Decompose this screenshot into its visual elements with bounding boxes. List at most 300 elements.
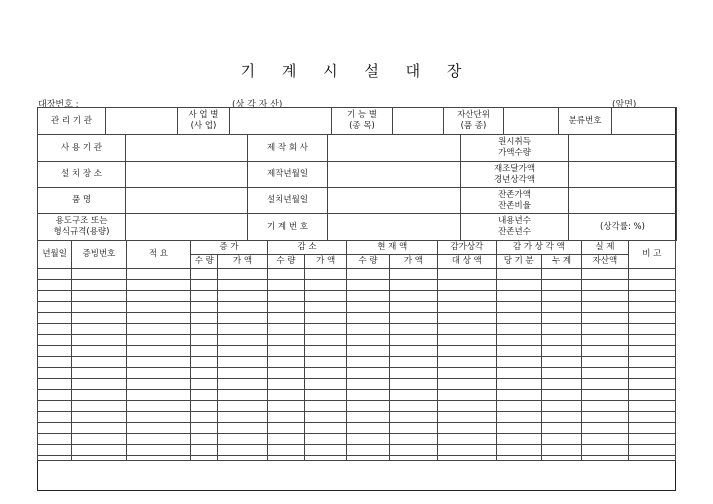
table-cell[interactable] (628, 434, 675, 445)
table-cell[interactable] (38, 423, 72, 434)
table-cell[interactable] (218, 456, 267, 461)
table-cell[interactable] (541, 346, 581, 357)
table-cell[interactable] (267, 445, 304, 456)
class-no-value-cell[interactable] (612, 108, 677, 135)
table-cell[interactable] (582, 324, 628, 335)
table-cell[interactable] (267, 401, 304, 412)
table-cell[interactable] (218, 423, 267, 434)
table-cell[interactable] (126, 324, 191, 335)
table-cell[interactable] (38, 412, 72, 423)
table-cell[interactable] (218, 280, 267, 291)
table-cell[interactable] (191, 313, 218, 324)
table-cell[interactable] (541, 291, 581, 302)
table-cell[interactable] (305, 379, 347, 390)
residual-value-value[interactable] (569, 188, 677, 214)
table-cell[interactable] (191, 379, 218, 390)
table-cell[interactable] (389, 346, 437, 357)
table-cell[interactable] (72, 401, 126, 412)
table-cell[interactable] (496, 280, 541, 291)
org-value-cell[interactable] (106, 108, 178, 135)
table-cell[interactable] (347, 335, 389, 346)
table-cell[interactable] (191, 423, 218, 434)
table-cell[interactable] (541, 379, 581, 390)
table-cell[interactable] (389, 269, 437, 280)
depreciation-rate-cell[interactable]: (상각률: %) (569, 214, 677, 241)
table-cell[interactable] (218, 390, 267, 401)
table-cell[interactable] (496, 434, 541, 445)
table-cell[interactable] (305, 291, 347, 302)
table-cell[interactable] (305, 280, 347, 291)
table-cell[interactable] (347, 423, 389, 434)
table-cell[interactable] (305, 357, 347, 368)
table-cell[interactable] (347, 368, 389, 379)
table-cell[interactable] (38, 357, 72, 368)
table-cell[interactable] (628, 335, 675, 346)
table-cell[interactable] (628, 401, 675, 412)
table-cell[interactable] (72, 269, 126, 280)
table-cell[interactable] (38, 280, 72, 291)
table-cell[interactable] (38, 291, 72, 302)
table-cell[interactable] (347, 324, 389, 335)
table-cell[interactable] (582, 412, 628, 423)
table-cell[interactable] (389, 434, 437, 445)
table-cell[interactable] (438, 269, 496, 280)
table-cell[interactable] (582, 302, 628, 313)
table-cell[interactable] (582, 423, 628, 434)
manufacture-date-value[interactable] (328, 162, 461, 188)
table-cell[interactable] (389, 456, 437, 461)
table-cell[interactable] (628, 423, 675, 434)
replacement-cost-value[interactable] (569, 162, 677, 188)
table-cell[interactable] (496, 390, 541, 401)
table-cell[interactable] (347, 291, 389, 302)
table-cell[interactable] (438, 302, 496, 313)
item-name-label: 품 명 (38, 188, 126, 214)
table-cell[interactable] (218, 412, 267, 423)
table-cell[interactable] (438, 401, 496, 412)
table-cell[interactable] (582, 335, 628, 346)
table-cell[interactable] (126, 390, 191, 401)
table-cell[interactable] (389, 412, 437, 423)
table-cell[interactable] (541, 390, 581, 401)
table-cell[interactable] (496, 368, 541, 379)
table-cell[interactable] (438, 291, 496, 302)
table-cell[interactable] (628, 324, 675, 335)
table-cell[interactable] (582, 445, 628, 456)
col-increase-qty: 수 량 (191, 255, 218, 269)
table-cell[interactable] (191, 401, 218, 412)
table-cell[interactable] (191, 412, 218, 423)
table-cell[interactable] (628, 412, 675, 423)
table-cell[interactable] (305, 412, 347, 423)
table-cell[interactable] (267, 313, 304, 324)
table-cell[interactable] (38, 324, 72, 335)
table-cell[interactable] (191, 456, 218, 461)
table-cell[interactable] (347, 412, 389, 423)
spec-value[interactable] (126, 214, 248, 241)
table-cell[interactable] (126, 456, 191, 461)
table-row (38, 368, 676, 379)
table-cell[interactable] (541, 445, 581, 456)
table-cell[interactable] (628, 445, 675, 456)
table-cell[interactable] (72, 346, 126, 357)
table-cell[interactable] (628, 346, 675, 357)
table-cell[interactable] (38, 379, 72, 390)
table-cell[interactable] (438, 324, 496, 335)
table-cell[interactable] (582, 280, 628, 291)
table-cell[interactable] (438, 434, 496, 445)
function-value-cell[interactable] (393, 108, 444, 135)
table-cell[interactable] (38, 456, 72, 461)
table-cell[interactable] (496, 456, 541, 461)
table-cell[interactable] (347, 434, 389, 445)
table-cell[interactable] (126, 445, 191, 456)
table-cell[interactable] (72, 280, 126, 291)
table-cell[interactable] (38, 346, 72, 357)
table-cell[interactable] (218, 346, 267, 357)
table-cell[interactable] (267, 346, 304, 357)
page-side-label: (앞면) (612, 100, 637, 110)
table-cell[interactable] (218, 434, 267, 445)
table-cell[interactable] (582, 313, 628, 324)
table-cell[interactable] (347, 346, 389, 357)
table-cell[interactable] (267, 456, 304, 461)
table-cell[interactable] (267, 269, 304, 280)
table-cell[interactable] (582, 291, 628, 302)
col-current-qty: 수 량 (347, 255, 389, 269)
table-cell[interactable] (438, 379, 496, 390)
item-name-value[interactable] (126, 188, 248, 214)
table-cell[interactable] (541, 434, 581, 445)
table-cell[interactable] (541, 335, 581, 346)
table-cell[interactable] (126, 401, 191, 412)
table-cell[interactable] (628, 313, 675, 324)
table-cell[interactable] (582, 456, 628, 461)
machine-no-value[interactable] (328, 214, 461, 241)
table-row (38, 269, 676, 280)
table-cell[interactable] (496, 401, 541, 412)
table-cell[interactable] (126, 368, 191, 379)
table-cell[interactable] (191, 346, 218, 357)
table-cell[interactable] (305, 324, 347, 335)
spec-label: 용도구조 또는 형식규격(용량) (38, 214, 126, 241)
table-cell[interactable] (347, 357, 389, 368)
table-cell[interactable] (305, 269, 347, 280)
table-cell[interactable] (496, 412, 541, 423)
table-cell[interactable] (438, 390, 496, 401)
table-cell[interactable] (389, 280, 437, 291)
table-cell[interactable] (628, 302, 675, 313)
table-cell[interactable] (582, 357, 628, 368)
table-cell[interactable] (541, 302, 581, 313)
table-cell[interactable] (438, 445, 496, 456)
table-cell[interactable] (628, 280, 675, 291)
table-cell[interactable] (389, 324, 437, 335)
col-current: 현 재 액 (347, 241, 438, 255)
table-cell[interactable] (38, 313, 72, 324)
business-type-value-cell[interactable] (230, 108, 332, 135)
table-cell[interactable] (191, 445, 218, 456)
table-cell[interactable] (628, 357, 675, 368)
table-cell[interactable] (267, 390, 304, 401)
table-cell[interactable] (267, 357, 304, 368)
table-cell[interactable] (438, 280, 496, 291)
table-cell[interactable] (38, 434, 72, 445)
table-cell[interactable] (126, 434, 191, 445)
table-cell[interactable] (267, 280, 304, 291)
table-cell[interactable] (126, 335, 191, 346)
table-cell[interactable] (72, 423, 126, 434)
table-row (38, 412, 676, 423)
col-summary: 적 요 (126, 241, 191, 269)
table-cell[interactable] (305, 313, 347, 324)
table-cell[interactable] (347, 313, 389, 324)
table-cell[interactable] (126, 423, 191, 434)
table-cell[interactable] (72, 335, 126, 346)
table-cell[interactable] (389, 379, 437, 390)
table-cell[interactable] (38, 368, 72, 379)
asset-unit-value-cell[interactable] (504, 108, 559, 135)
table-cell[interactable] (541, 401, 581, 412)
table-cell[interactable] (267, 379, 304, 390)
table-cell[interactable] (126, 346, 191, 357)
col-date: 년월일 (38, 241, 72, 269)
table-cell[interactable] (305, 445, 347, 456)
table-cell[interactable] (305, 423, 347, 434)
table-cell[interactable] (218, 445, 267, 456)
table-cell[interactable] (628, 456, 675, 461)
table-cell[interactable] (218, 357, 267, 368)
table-cell[interactable] (267, 324, 304, 335)
table-cell[interactable] (347, 390, 389, 401)
table-row (38, 335, 676, 346)
table-cell[interactable] (582, 401, 628, 412)
ledger-number-label: 대장번호 : (38, 100, 79, 110)
table-cell[interactable] (126, 313, 191, 324)
table-cell[interactable] (218, 368, 267, 379)
col-decrease-amount: 가 액 (305, 255, 347, 269)
table-cell[interactable] (496, 302, 541, 313)
business-type-label: 사 업 별 (사 업) (178, 108, 230, 135)
table-cell[interactable] (541, 456, 581, 461)
table-row (38, 324, 676, 335)
table-cell[interactable] (438, 456, 496, 461)
table-cell[interactable] (305, 434, 347, 445)
table-cell[interactable] (72, 456, 126, 461)
table-cell[interactable] (72, 291, 126, 302)
acquisition-label: 원시취득 가액수량 (461, 135, 569, 162)
table-cell[interactable] (72, 379, 126, 390)
col-current-amount: 가 액 (389, 255, 437, 269)
table-cell[interactable] (126, 269, 191, 280)
table-cell[interactable] (496, 445, 541, 456)
table-cell[interactable] (191, 357, 218, 368)
table-cell[interactable] (126, 412, 191, 423)
table-cell[interactable] (305, 368, 347, 379)
table-cell[interactable] (389, 423, 437, 434)
table-cell[interactable] (191, 269, 218, 280)
table-cell[interactable] (72, 324, 126, 335)
table-cell[interactable] (305, 390, 347, 401)
machine-no-label: 기 계 번 호 (248, 214, 328, 241)
table-cell[interactable] (438, 346, 496, 357)
table-cell[interactable] (191, 434, 218, 445)
table-cell[interactable] (541, 368, 581, 379)
table-cell[interactable] (267, 434, 304, 445)
table-cell[interactable] (628, 269, 675, 280)
acquisition-value[interactable] (569, 135, 677, 162)
table-cell[interactable] (389, 291, 437, 302)
table-cell[interactable] (541, 324, 581, 335)
table-cell[interactable] (72, 412, 126, 423)
table-cell[interactable] (267, 423, 304, 434)
table-cell[interactable] (628, 368, 675, 379)
table-cell[interactable] (38, 401, 72, 412)
table-cell[interactable] (438, 335, 496, 346)
table-cell[interactable] (389, 335, 437, 346)
table-cell[interactable] (72, 368, 126, 379)
asset-unit-label: 자산단위 (품 종) (444, 108, 504, 135)
manufacturer-value[interactable] (328, 135, 461, 162)
table-cell[interactable] (218, 379, 267, 390)
org-label: 관 리 기 관 (38, 108, 106, 135)
table-cell[interactable] (305, 456, 347, 461)
table-cell[interactable] (126, 357, 191, 368)
table-cell[interactable] (496, 313, 541, 324)
table-cell[interactable] (438, 357, 496, 368)
table-cell[interactable] (438, 423, 496, 434)
table-cell[interactable] (126, 291, 191, 302)
install-date-value[interactable] (328, 188, 461, 214)
table-cell[interactable] (305, 346, 347, 357)
table-cell[interactable] (389, 357, 437, 368)
table-cell[interactable] (191, 291, 218, 302)
table-row (38, 390, 676, 401)
table-cell[interactable] (496, 324, 541, 335)
table-cell[interactable] (72, 313, 126, 324)
table-cell[interactable] (218, 401, 267, 412)
table-cell[interactable] (38, 269, 72, 280)
document-title: 기 계 시 설 대 장 (240, 62, 473, 80)
table-cell[interactable] (438, 368, 496, 379)
table-cell[interactable] (38, 302, 72, 313)
table-cell[interactable] (218, 302, 267, 313)
table-cell[interactable] (218, 313, 267, 324)
table-cell[interactable] (438, 313, 496, 324)
table-cell[interactable] (347, 456, 389, 461)
table-cell[interactable] (72, 434, 126, 445)
col-increase-amount: 가 액 (218, 255, 267, 269)
table-cell[interactable] (191, 302, 218, 313)
table-cell[interactable] (541, 280, 581, 291)
col-actual-bottom: 자산액 (582, 255, 628, 269)
table-cell[interactable] (72, 302, 126, 313)
table-cell[interactable] (628, 291, 675, 302)
table-cell[interactable] (72, 390, 126, 401)
table-cell[interactable] (347, 445, 389, 456)
use-org-value[interactable] (126, 135, 248, 162)
table-cell[interactable] (126, 280, 191, 291)
table-cell[interactable] (541, 357, 581, 368)
table-cell[interactable] (347, 401, 389, 412)
table-cell[interactable] (191, 390, 218, 401)
table-cell[interactable] (347, 379, 389, 390)
table-cell[interactable] (438, 412, 496, 423)
table-cell[interactable] (389, 445, 437, 456)
table-cell[interactable] (126, 302, 191, 313)
table-cell[interactable] (191, 324, 218, 335)
col-current-period: 당 기 분 (496, 255, 541, 269)
table-cell[interactable] (218, 324, 267, 335)
table-cell[interactable] (496, 379, 541, 390)
table-cell[interactable] (267, 302, 304, 313)
col-depreciation-base-bottom: 대 상 액 (438, 255, 496, 269)
table-cell[interactable] (389, 390, 437, 401)
table-cell[interactable] (267, 291, 304, 302)
table-cell[interactable] (541, 412, 581, 423)
table-cell[interactable] (496, 357, 541, 368)
table-cell[interactable] (496, 335, 541, 346)
table-cell[interactable] (541, 423, 581, 434)
table-row (38, 280, 676, 291)
table-cell[interactable] (38, 335, 72, 346)
table-row (38, 357, 676, 368)
table-cell[interactable] (496, 346, 541, 357)
table-cell[interactable] (267, 335, 304, 346)
table-cell[interactable] (218, 269, 267, 280)
table-cell[interactable] (496, 423, 541, 434)
table-cell[interactable] (347, 269, 389, 280)
table-cell[interactable] (389, 401, 437, 412)
table-cell[interactable] (541, 313, 581, 324)
table-cell[interactable] (582, 390, 628, 401)
table-cell[interactable] (347, 280, 389, 291)
table-cell[interactable] (496, 291, 541, 302)
table-cell[interactable] (267, 368, 304, 379)
table-cell[interactable] (582, 269, 628, 280)
table-cell[interactable] (582, 434, 628, 445)
table-cell[interactable] (389, 313, 437, 324)
table-cell[interactable] (389, 302, 437, 313)
table-cell[interactable] (541, 269, 581, 280)
col-decrease-qty: 수 량 (267, 255, 304, 269)
table-cell[interactable] (191, 335, 218, 346)
col-increase: 증 가 (191, 241, 268, 255)
table-cell[interactable] (72, 357, 126, 368)
table-cell[interactable] (628, 379, 675, 390)
table-cell[interactable] (582, 346, 628, 357)
table-cell[interactable] (389, 368, 437, 379)
table-cell[interactable] (38, 390, 72, 401)
table-cell[interactable] (305, 302, 347, 313)
install-location-value[interactable] (126, 162, 248, 188)
table-cell[interactable] (496, 269, 541, 280)
table-cell[interactable] (267, 412, 304, 423)
table-cell[interactable] (628, 390, 675, 401)
table-cell[interactable] (582, 368, 628, 379)
table-cell[interactable] (582, 379, 628, 390)
table-cell[interactable] (191, 368, 218, 379)
table-cell[interactable] (218, 335, 267, 346)
table-cell[interactable] (126, 379, 191, 390)
table-cell[interactable] (72, 445, 126, 456)
table-cell[interactable] (218, 291, 267, 302)
table-cell[interactable] (347, 302, 389, 313)
table-cell[interactable] (191, 280, 218, 291)
table-cell[interactable] (305, 335, 347, 346)
table-cell[interactable] (38, 445, 72, 456)
table-cell[interactable] (305, 401, 347, 412)
